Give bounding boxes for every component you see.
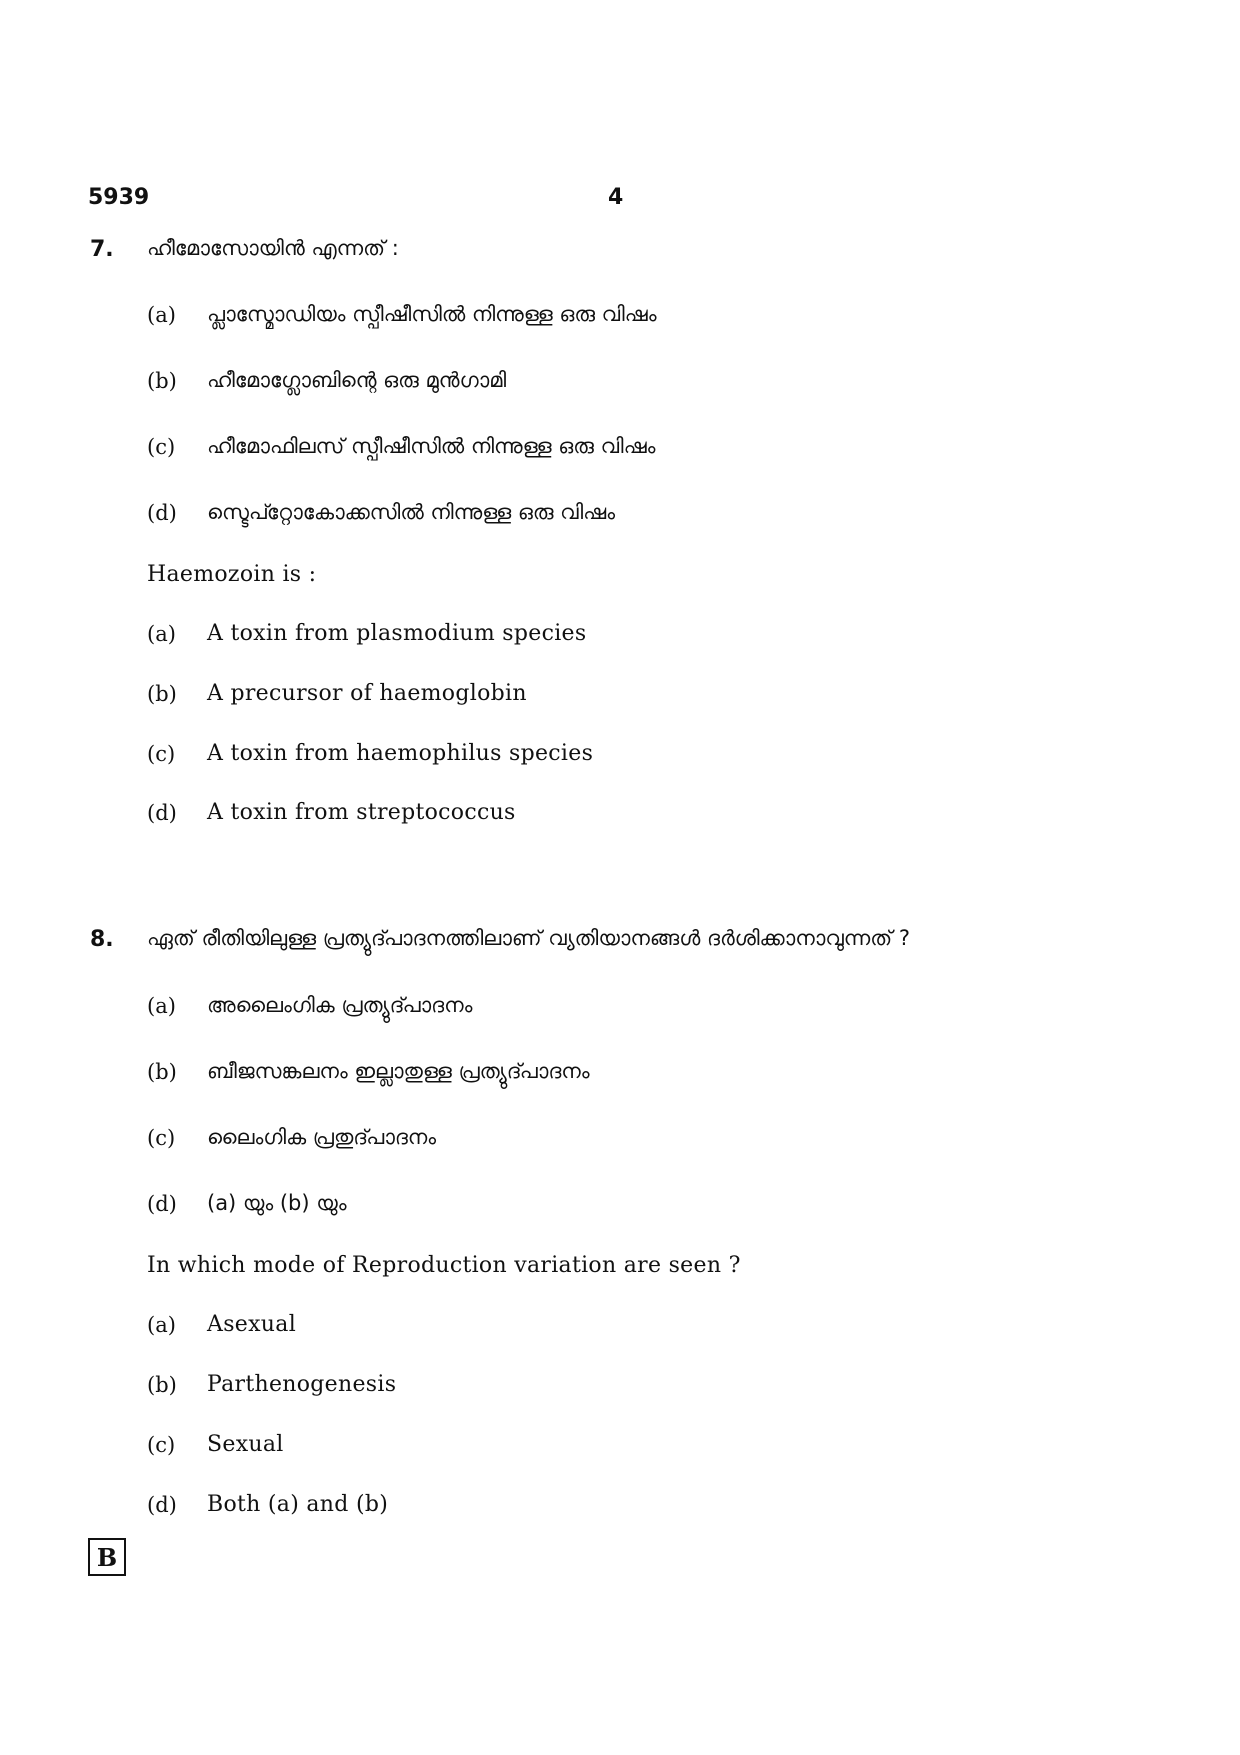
q7-ml-option-letter-d: (d) bbox=[147, 501, 177, 525]
q8-ml-option-c: ലൈംഗിക പ്രതുദ്പാദനം bbox=[207, 1125, 437, 1149]
q7-en-option-a: A toxin from plasmodium species bbox=[207, 621, 587, 646]
q7-ml-option-b: ഹീമോഗ്ലോബിന്റെ ഒരു മുൻഗാമി bbox=[207, 368, 507, 392]
q7-en-option-c: A toxin from haemophilus species bbox=[207, 741, 594, 766]
q8-ml-option-letter-b: (b) bbox=[147, 1060, 177, 1084]
q7-en-option-d: A toxin from streptococcus bbox=[207, 800, 516, 825]
paper-code: 5939 bbox=[88, 185, 150, 210]
q7-en-option-letter-d: (d) bbox=[147, 801, 177, 825]
q7-ml-option-letter-b: (b) bbox=[147, 369, 177, 393]
q8-en-option-a: Asexual bbox=[207, 1312, 297, 1337]
q7-en-option-b: A precursor of haemoglobin bbox=[207, 681, 527, 706]
q8-ml-option-d: (a) യും (b) യും bbox=[207, 1191, 347, 1215]
question-number-8: 8. bbox=[90, 927, 114, 952]
q7-ml-option-c: ഹീമോഫിലസ് സ്പീഷീസിൽ നിന്നുള്ള ഒരു വിഷം bbox=[207, 434, 656, 458]
q7-ml-option-a: പ്ലാസ്മോഡിയം സ്പീഷീസിൽ നിന്നുള്ള ഒരു വിഷം bbox=[207, 302, 657, 326]
q8-en-option-letter-d: (d) bbox=[147, 1493, 177, 1517]
q7-english-stem: Haemozoin is : bbox=[147, 562, 317, 587]
question-booklet-set-code: B bbox=[88, 1538, 126, 1576]
q7-ml-option-letter-a: (a) bbox=[147, 303, 176, 327]
q8-malayalam-stem: ഏത് രീതിയിലുള്ള പ്രത്യുദ്പാദനത്തിലാണ് വ്യതിയാനങ്ങൾ ദർശിക്കാനാവുന്നത് ? bbox=[147, 926, 911, 950]
q7-ml-option-letter-c: (c) bbox=[147, 435, 176, 459]
q8-ml-option-letter-c: (c) bbox=[147, 1126, 176, 1150]
q8-en-option-letter-c: (c) bbox=[147, 1433, 176, 1457]
q7-en-option-letter-a: (a) bbox=[147, 622, 176, 646]
q8-english-stem: In which mode of Reproduction variation are seen ? bbox=[147, 1253, 741, 1278]
q8-en-option-d: Both (a) and (b) bbox=[207, 1492, 389, 1517]
page-number: 4 bbox=[608, 185, 624, 210]
q8-ml-option-b: ബീജസങ്കലനം ഇല്ലാതുള്ള പ്രത്യുദ്പാദനം bbox=[207, 1059, 590, 1083]
q8-en-option-letter-a: (a) bbox=[147, 1313, 176, 1337]
question-number-7: 7. bbox=[90, 237, 114, 262]
q8-ml-option-a: അലൈംഗിക പ്രത്യുദ്പാദനം bbox=[207, 993, 473, 1017]
q8-en-option-letter-b: (b) bbox=[147, 1373, 177, 1397]
q7-ml-option-d: സ്ടെപ്റ്റോകോക്കസിൽ നിന്നുള്ള ഒരു വിഷം bbox=[207, 500, 615, 524]
q8-ml-option-letter-d: (d) bbox=[147, 1192, 177, 1216]
q8-en-option-c: Sexual bbox=[207, 1432, 284, 1457]
q7-malayalam-stem: ഹീമോസോയിൻ എന്നത് : bbox=[147, 236, 399, 260]
q8-ml-option-letter-a: (a) bbox=[147, 994, 176, 1018]
q8-en-option-b: Parthenogenesis bbox=[207, 1372, 397, 1397]
q7-en-option-letter-c: (c) bbox=[147, 742, 176, 766]
q7-en-option-letter-b: (b) bbox=[147, 682, 177, 706]
